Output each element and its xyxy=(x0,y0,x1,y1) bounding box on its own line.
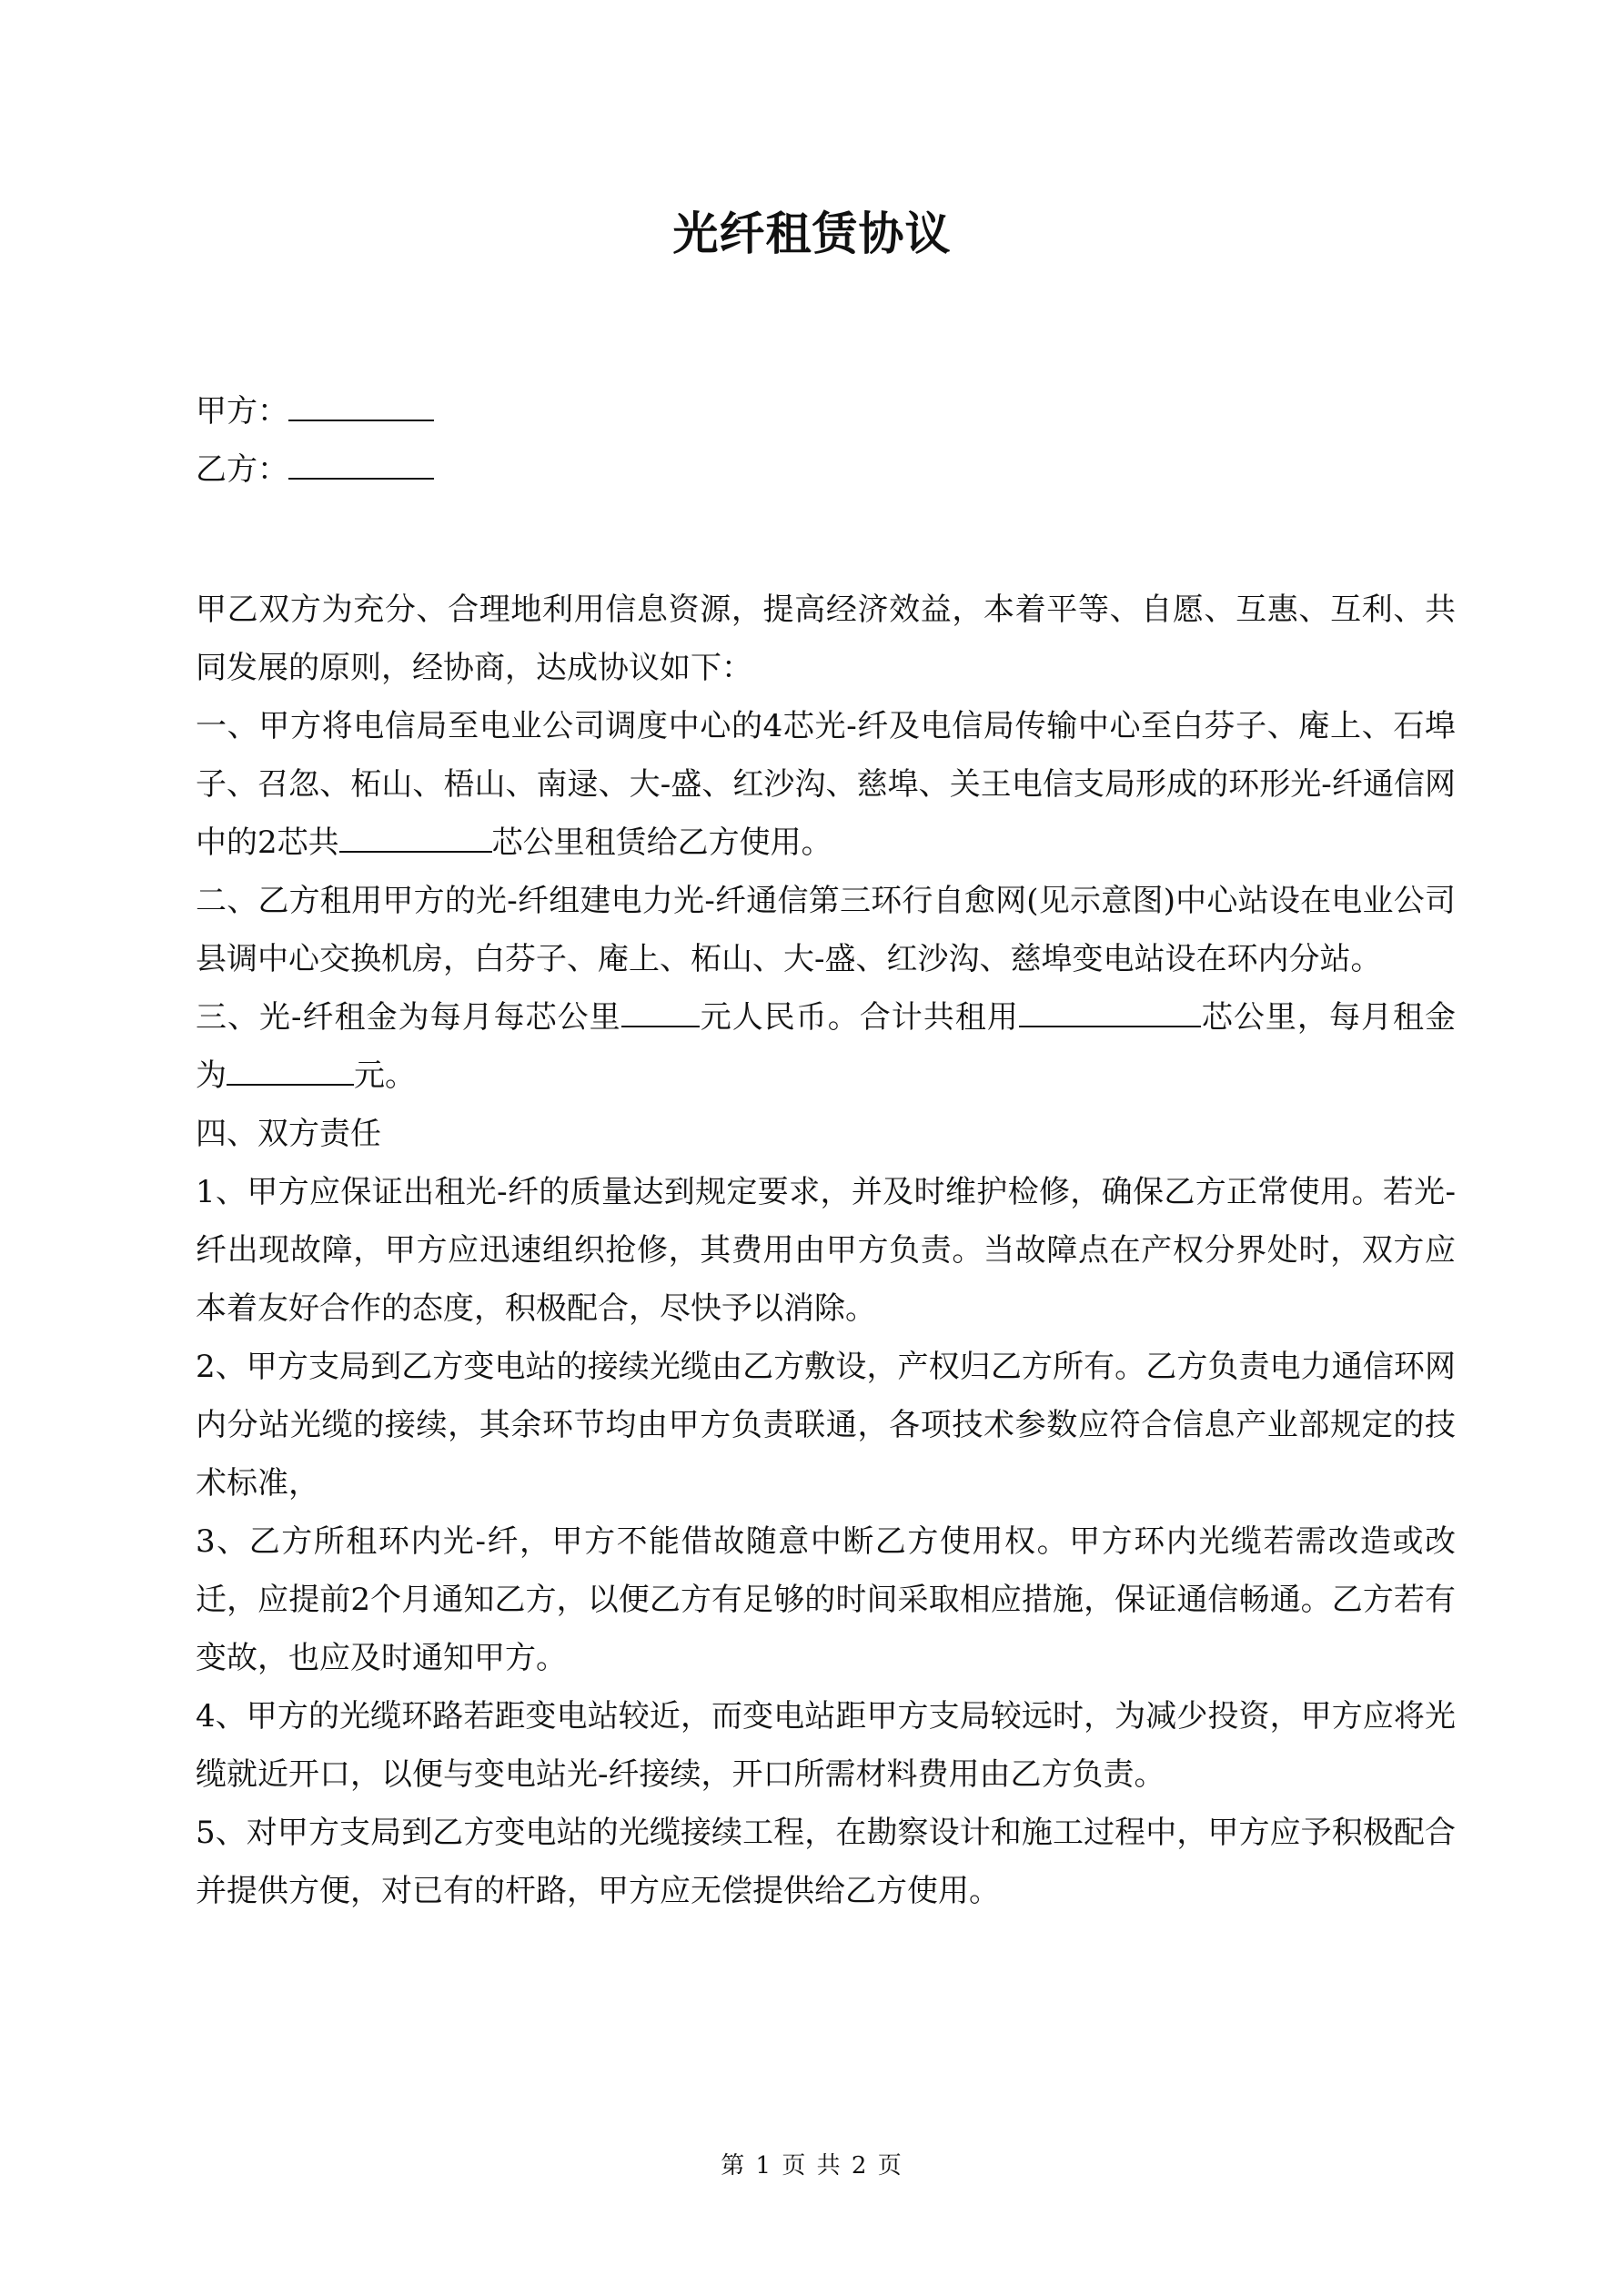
clause-3-rate-blank xyxy=(621,993,700,1027)
clause-3-total-blank xyxy=(1019,993,1201,1027)
party-b-label: 乙方： xyxy=(196,451,288,488)
clause-3-text-4: 元。 xyxy=(354,1057,416,1094)
clause-1 xyxy=(196,697,1456,872)
clause-1-blank xyxy=(339,818,492,853)
clause-3-rent-blank xyxy=(227,1051,354,1086)
clause-3 xyxy=(196,988,1456,1105)
responsibility-item-5: 5、对甲方支局到乙方变电站的光缆接续工程，在勘察设计和施工过程中，甲方应予积极配合并提供方便，对已有的杆路，甲方应无偿提供给乙方使用。 xyxy=(196,1815,1456,1909)
clause-1-text-end: 芯公里租赁给乙方使用。 xyxy=(491,824,832,861)
document-title: 光纤租赁协议 xyxy=(672,207,952,260)
clause-1-text: 一、甲方将电信局至电业公司调度中心的4芯光-纤及电信局传输中心至白芬子、庵上、石埠子、召忽、柘山、梧山、南逯、大-盛、红沙沟、慈埠、关王电信支局形成的环形光-纤通信网中的2芯共 xyxy=(196,708,1456,861)
intro-paragraph: 甲乙双方为充分、合理地利用信息资源，提高经济效益，本着平等、自愿、互惠、互利、共同发展的原则，经协商，达成协议如下： xyxy=(196,592,1456,686)
clause-3-text-1: 三、光-纤租金为每月每芯公里 xyxy=(196,999,621,1036)
clause-2: 二、乙方租用甲方的光-纤组建电力光-纤通信第三环行自愈网(见示意图)中心站设在电业公司县调中心交换机房，白芬子、庵上、柘山、大-盛、红沙沟、慈埠变电站设在环内分站。 xyxy=(196,883,1456,977)
party-b-line xyxy=(196,440,1456,499)
responsibility-item-4: 4、甲方的光缆环路若距变电站较近，而变电站距甲方支局较远时，为减少投资，甲方应将光缆就近开口，以便与变电站光-纤接续，开口所需材料费用由乙方负责。 xyxy=(196,1698,1456,1793)
clause-3-text-2: 元人民币。合计共租用 xyxy=(699,999,1019,1036)
spacer xyxy=(196,499,1456,581)
party-a-blank xyxy=(288,387,434,421)
clause-4-heading: 四、双方责任 xyxy=(196,1116,381,1152)
document-body xyxy=(196,382,1456,1920)
party-a-line xyxy=(196,382,1456,440)
responsibility-item-1: 1、甲方应保证出租光-纤的质量达到规定要求，并及时维护检修，确保乙方正常使用。若光-纤出现故障，甲方应迅速组织抢修，其费用由甲方负责。当故障点在产权分界处时，双方应本着友好合作的态度，积极配合，尽快予以消除。 xyxy=(196,1174,1456,1327)
party-b-blank xyxy=(288,445,434,480)
responsibility-item-3: 3、乙方所租环内光-纤，甲方不能借故随意中断乙方使用权。甲方环内光缆若需改造或改迁，应提前2个月通知乙方，以便乙方有足够的时间采取相应措施，保证通信畅通。乙方若有变故，也应及时通知甲方。 xyxy=(196,1523,1456,1676)
page-number-footer: 第 1 页 共 2 页 xyxy=(721,2152,903,2180)
responsibility-item-2: 2、甲方支局到乙方变电站的接续光缆由乙方敷设，产权归乙方所有。乙方负责电力通信环网内分站光缆的接续，其余环节均由甲方负责联通，各项技术参数应符合信息产业部规定的技术标准， xyxy=(196,1349,1456,1502)
party-a-label: 甲方： xyxy=(196,393,288,430)
clause-3-text-3: 芯公里，每月租金为 xyxy=(196,999,1456,1094)
